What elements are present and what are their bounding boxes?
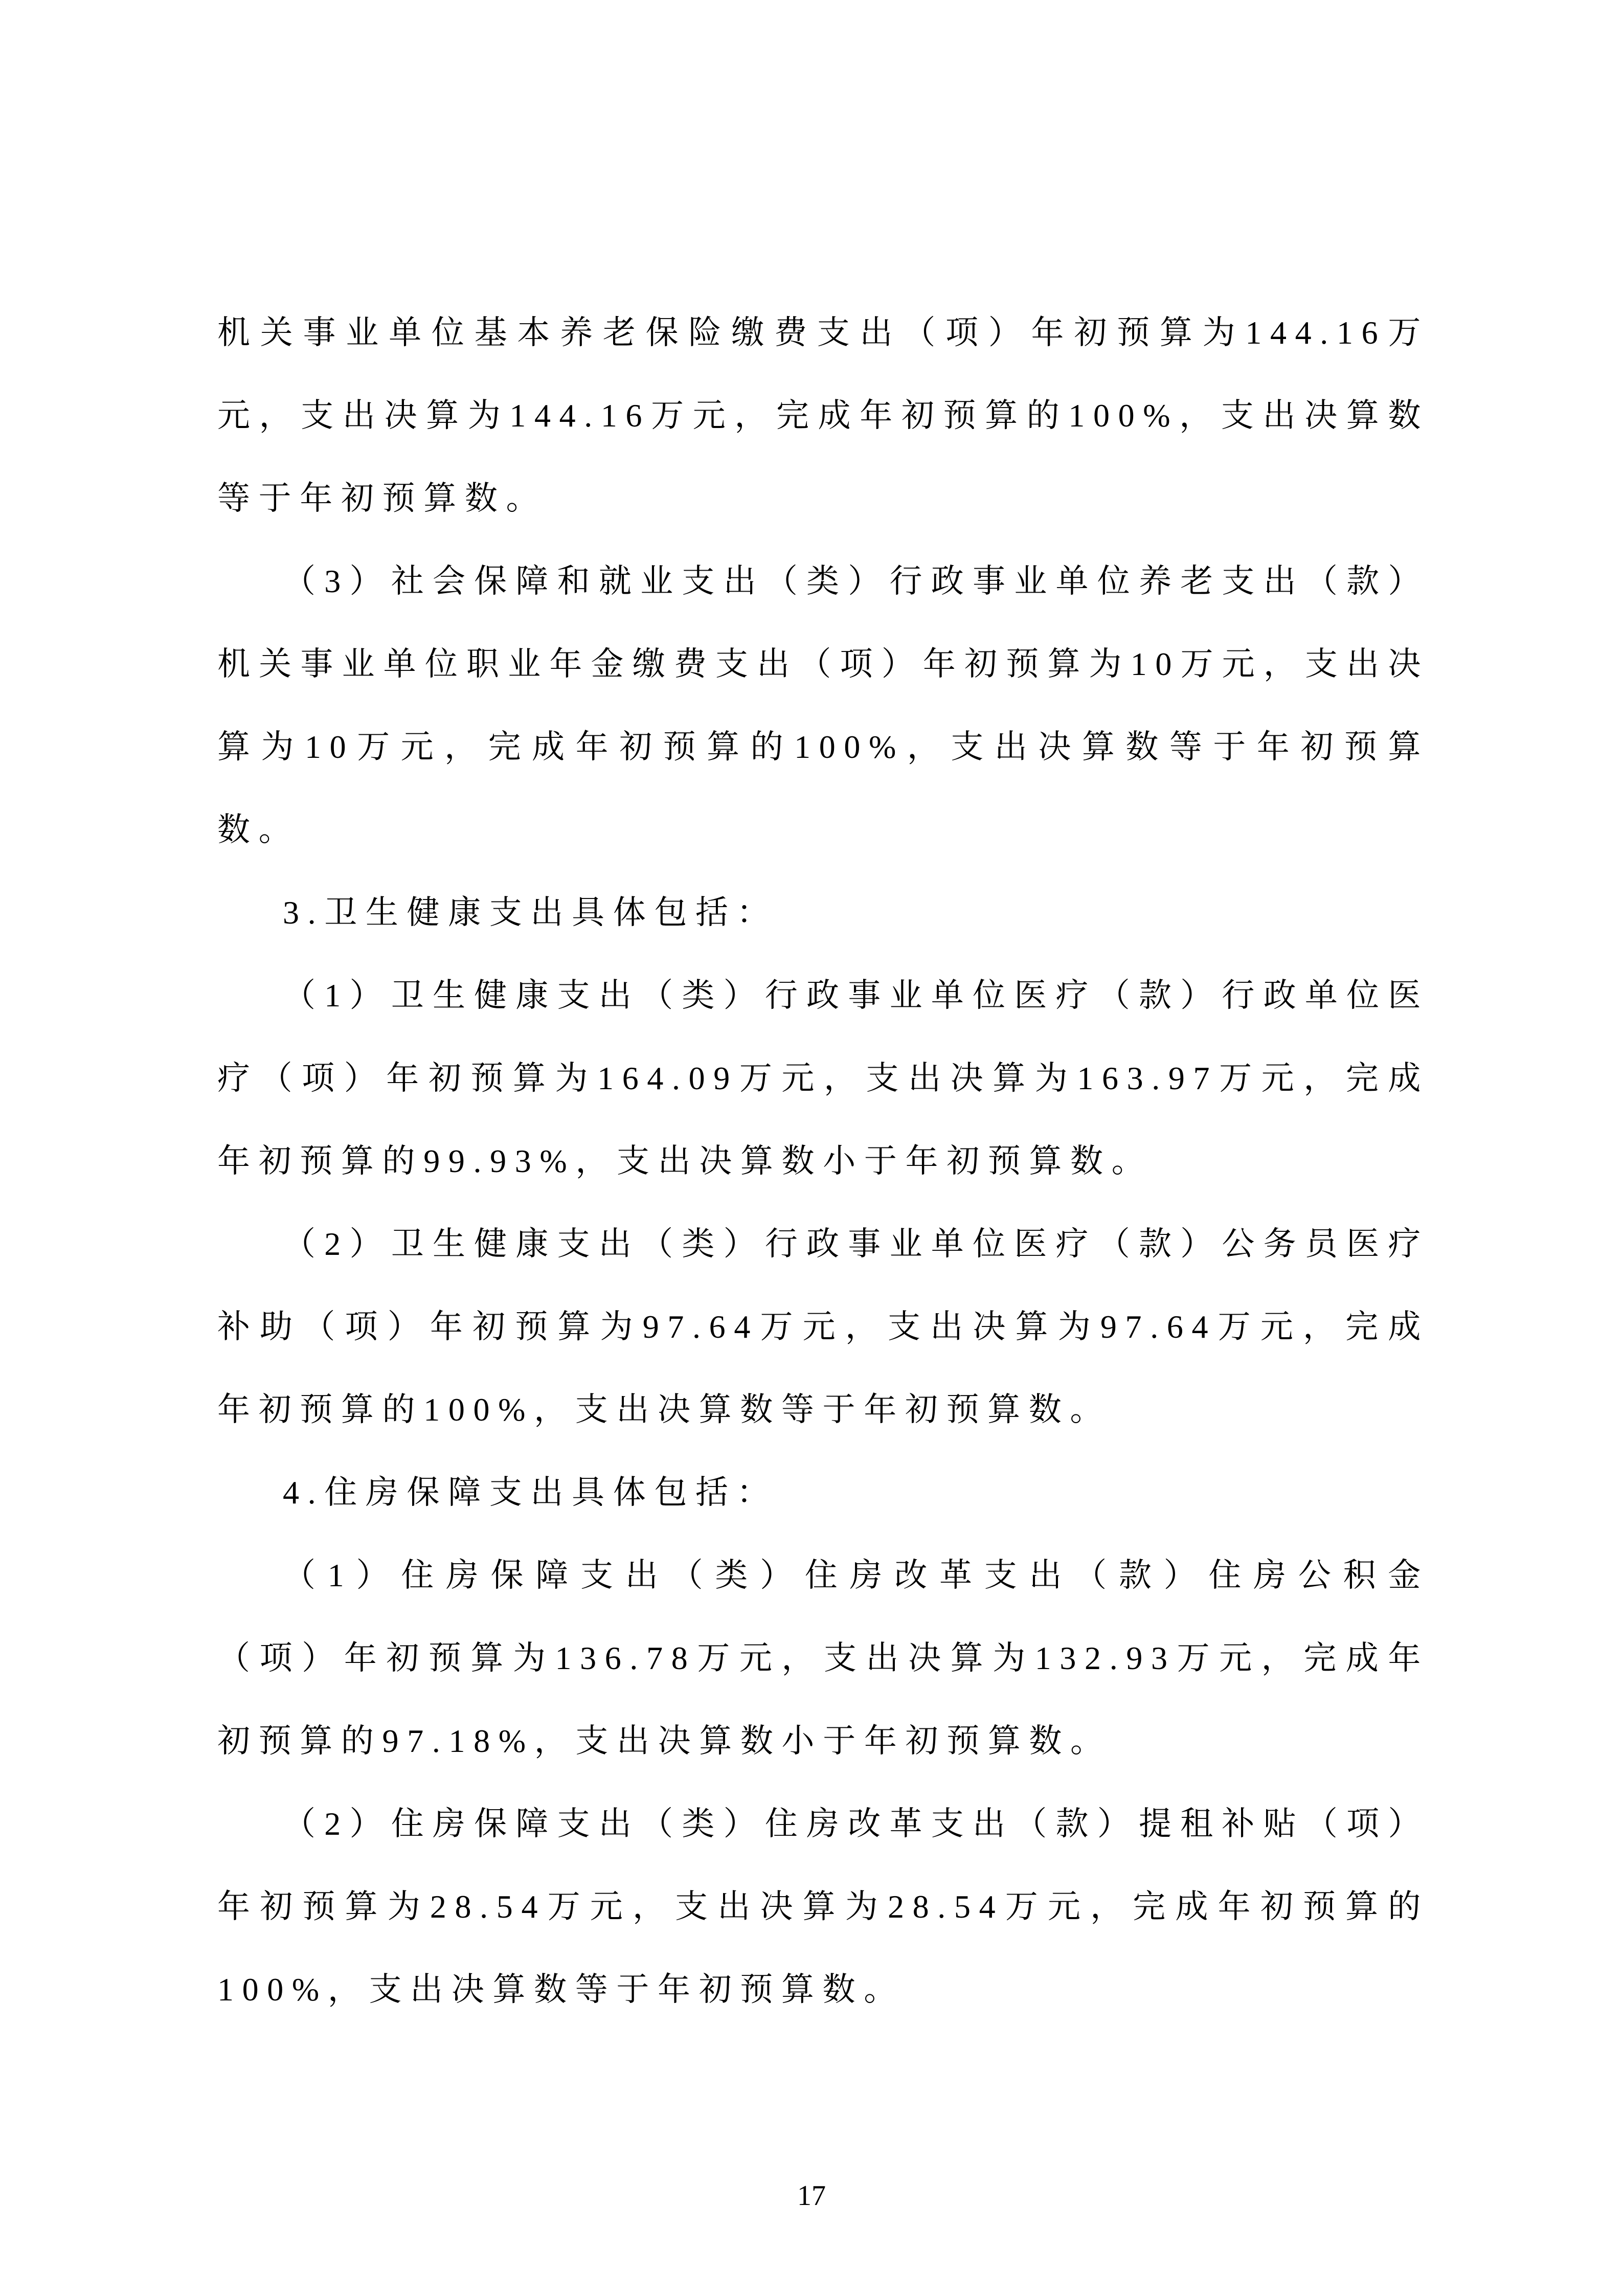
paragraph: （1）卫生健康支出（类）行政事业单位医疗（款）行政单位医疗（项）年初预算为164.09万元，支出决算为163.97万元，完成年初预算的99.93%，支出决算数小于年初预算数。 [217, 977, 1429, 1179]
section-heading: 3.卫生健康支出具体包括： [283, 894, 778, 931]
paragraph: 机关事业单位基本养老保险缴费支出（项）年初预算为144.16万元，支出决算为144.16万元，完成年初预算的100%，支出决算数等于年初预算数。 [217, 314, 1429, 516]
page-number: 17 [797, 2180, 826, 2212]
paragraph: （1）住房保障支出（类）住房改革支出（款）住房公积金（项）年初预算为136.78万元，支出决算为132.93万元，完成年初预算的97.18%，支出决算数小于年初预算数。 [217, 1557, 1429, 1759]
paragraph: （2）住房保障支出（类）住房改革支出（款）提租补贴（项）年初预算为28.54万元，支出决算为28.54万元，完成年初预算的100%，支出决算数等于年初预算数。 [217, 1806, 1429, 2008]
section-heading: 4.住房保障支出具体包括： [283, 1474, 778, 1511]
paragraph: （2）卫生健康支出（类）行政事业单位医疗（款）公务员医疗补助（项）年初预算为97.64万元，支出决算为97.64万元，完成年初预算的100%，支出决算数等于年初预算数。 [217, 1226, 1429, 1428]
document-body [217, 291, 1429, 2031]
paragraph: （3）社会保障和就业支出（类）行政事业单位养老支出（款）机关事业单位职业年金缴费支出（项）年初预算为10万元，支出决算为10万元，完成年初预算的100%，支出决算数等于年初预算数。 [217, 563, 1429, 848]
